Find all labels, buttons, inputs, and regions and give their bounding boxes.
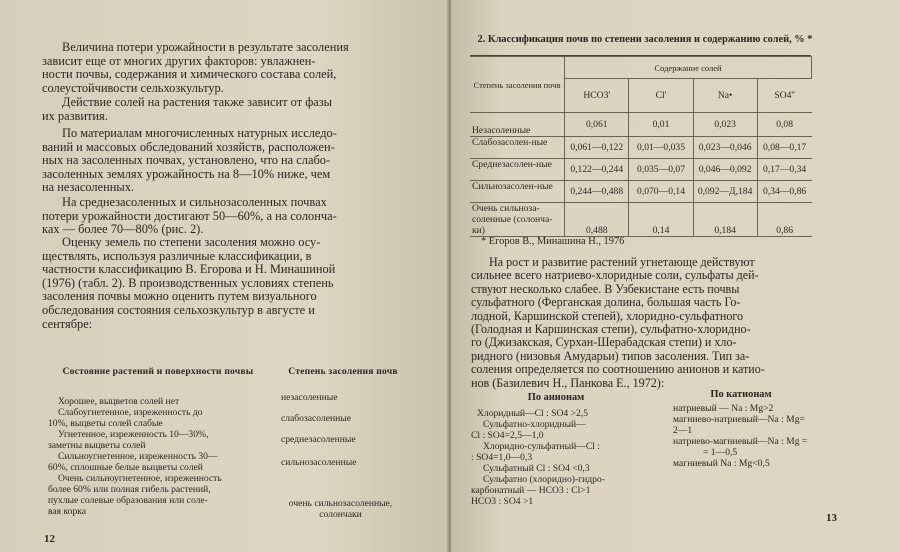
table-title: 2. Классификация почв по степени засоления и содержанию солей, % * [477,34,813,45]
cation-header: По катионам [710,389,772,400]
table-row: Незасоленные 0,061 0,01 0,023 0,08 [470,113,812,137]
paragraph-1: Величина потери урожайности в результате засоления зависит еще от многих других факторов: увлажнен- ности почвы, содержания и химического состава солей, солеустойчивости сельхозкультур. [42,40,349,95]
paragraph-5: Оценку земель по степени засоления можно осу- ществлять, используя различные классификации, в частности классификацию В. Егорова и Н. Минашиной (1976) (табл. 2). В производственных условиях степень засоления почвы можно оценить путем визуального обследования состояния сельхозкультур в августе и сентябре: [42,235,336,331]
table-row: Сильнозасолен-ные 0,244—0,488 0,070—0,14 0,092—Д,184 0,34—0,86 [470,181,812,203]
col-hco3: HCO3' [565,79,629,113]
visual-table-header-right: Степень засоления почв [288,366,398,377]
visual-table-row-2-left: Слабоугнетенное, изреженность до 10%, выцветы солей слабые [48,407,203,429]
row-label: Очень сильноза-соленные (солонча-ки) [470,203,565,237]
visual-table-row-3-left: Угнетенное, изреженность 10—30%, заметны выцветы солей [48,429,209,451]
table-row: Очень сильноза-соленные (солонча-ки) 0,488 0,14 0,184 0,86 [470,203,812,237]
table-footnote: * Егоров В., Минашина Н., 1976 [481,236,625,247]
paragraph-4: На среднезасоленных и сильнозасоленных почвах потери урожайности достигают 50—60%, а на солончa- ках — более 70—80% (рис. 2). [42,195,337,237]
col-na: Na• [693,79,757,113]
visual-table-row-4-left: Сильноугнетенное, изреженность 30— 60%, сплошные белые выцветы солей [48,451,218,473]
visual-table-row-5-left: Очень сильноугнетенное, изреженность более 60% или полная гибель растений, пухлые солевые образования или соле- вая корка [48,473,222,517]
row-header-cell: Степень засоления почв [470,57,565,113]
salinity-classification-table [470,56,812,237]
left-page [0,0,449,552]
table-row: Среднезасолен-ные 0,122—0,244 0,035—0,07 0,046—0,092 0,17—0,34 [470,159,812,181]
anion-header: По анионам [527,392,585,403]
visual-table-row-4-right: сильнозасоленные [281,457,357,468]
anion-list: Хлоридный—Cl : SO4 >2,5 Сульфатно-хлоридный— Cl : SO4=2,5—1,0 Хлоридно-сульфатный—Cl : : SO4=1,0—0,3 Сульфатный Cl : SO4 <0,3 Сульфатно (хлоридно)-гидро- карбонатный — HCO3 : Cl>1 HCO3 : SO4 >1 [471,408,605,507]
visual-table-header-left: Состояние растений и поверхности почвы [62,366,254,377]
visual-table-row-3-right: среднезасоленные [281,434,356,445]
page-number-left: 12 [44,533,55,545]
visual-table-row-1-left: Хорошее, выцветов солей нет [58,396,180,407]
visual-table-row-5-right: очень сильнозасоленные, солончаки [288,498,393,520]
paragraph-3: По материалам многочисленных натурных исследо- ваний и массовых обследований хозяйств, расположен- ных на засоленных почвах, установлено, что на слабо- засоленных землях урожайность на 8—10% ниже, чем на незасоленных. [42,126,337,195]
paragraph-salinity-types: На рост и развитие растений угнетающе действуют сильнее всего натриево-хлоридные соли, сульфаты дей- ствуют несколько слабее. В Узбекистане есть почвы сульфатного (Ферганская долина, большая часть Го- лодной, Каршинской степей), хлоридно-сульфатного (Голодная и Каршинская степи), сульфатно-хлоридно- го (Джизакская, Сурхан-Шерабадская степи) и хло- ридного (низовья Амударьи) типов засоления. Тип за- соления определяется по соотношению анионов и катио- нов (Базилевич Н., Панкова Е., 1972): [471,255,765,390]
cation-list: натриевый — Na : Mg>2 магниево-натриевый—Na : Mg= 2—1 натриево-магниевый—Na : Mg = = 1—0,5 магниевый Na : Mg<0,5 [673,403,808,469]
col-so4: SO4'' [757,79,811,113]
paragraph-2: Действие солей на растения также зависит от фазы их развития. [42,95,332,123]
row-label: Среднезасолен-ные [470,159,565,181]
group-header-cell: Содержание солей [565,57,812,79]
row-label: Незасоленные [470,113,565,137]
right-page [451,0,900,552]
visual-table-row-1-right: незасоленные [281,392,338,403]
visual-table-row-2-right: слабозасоленные [281,413,351,424]
col-cl: Cl' [629,79,693,113]
table-row: Слабозасолен-ные 0,061—0,122 0,01—0,035 0,023—0,046 0,08—0,17 [470,137,812,159]
page-number-right: 13 [826,512,837,524]
row-label: Слабозасолен-ные [470,137,565,159]
row-label: Сильнозасолен-ные [470,181,565,203]
